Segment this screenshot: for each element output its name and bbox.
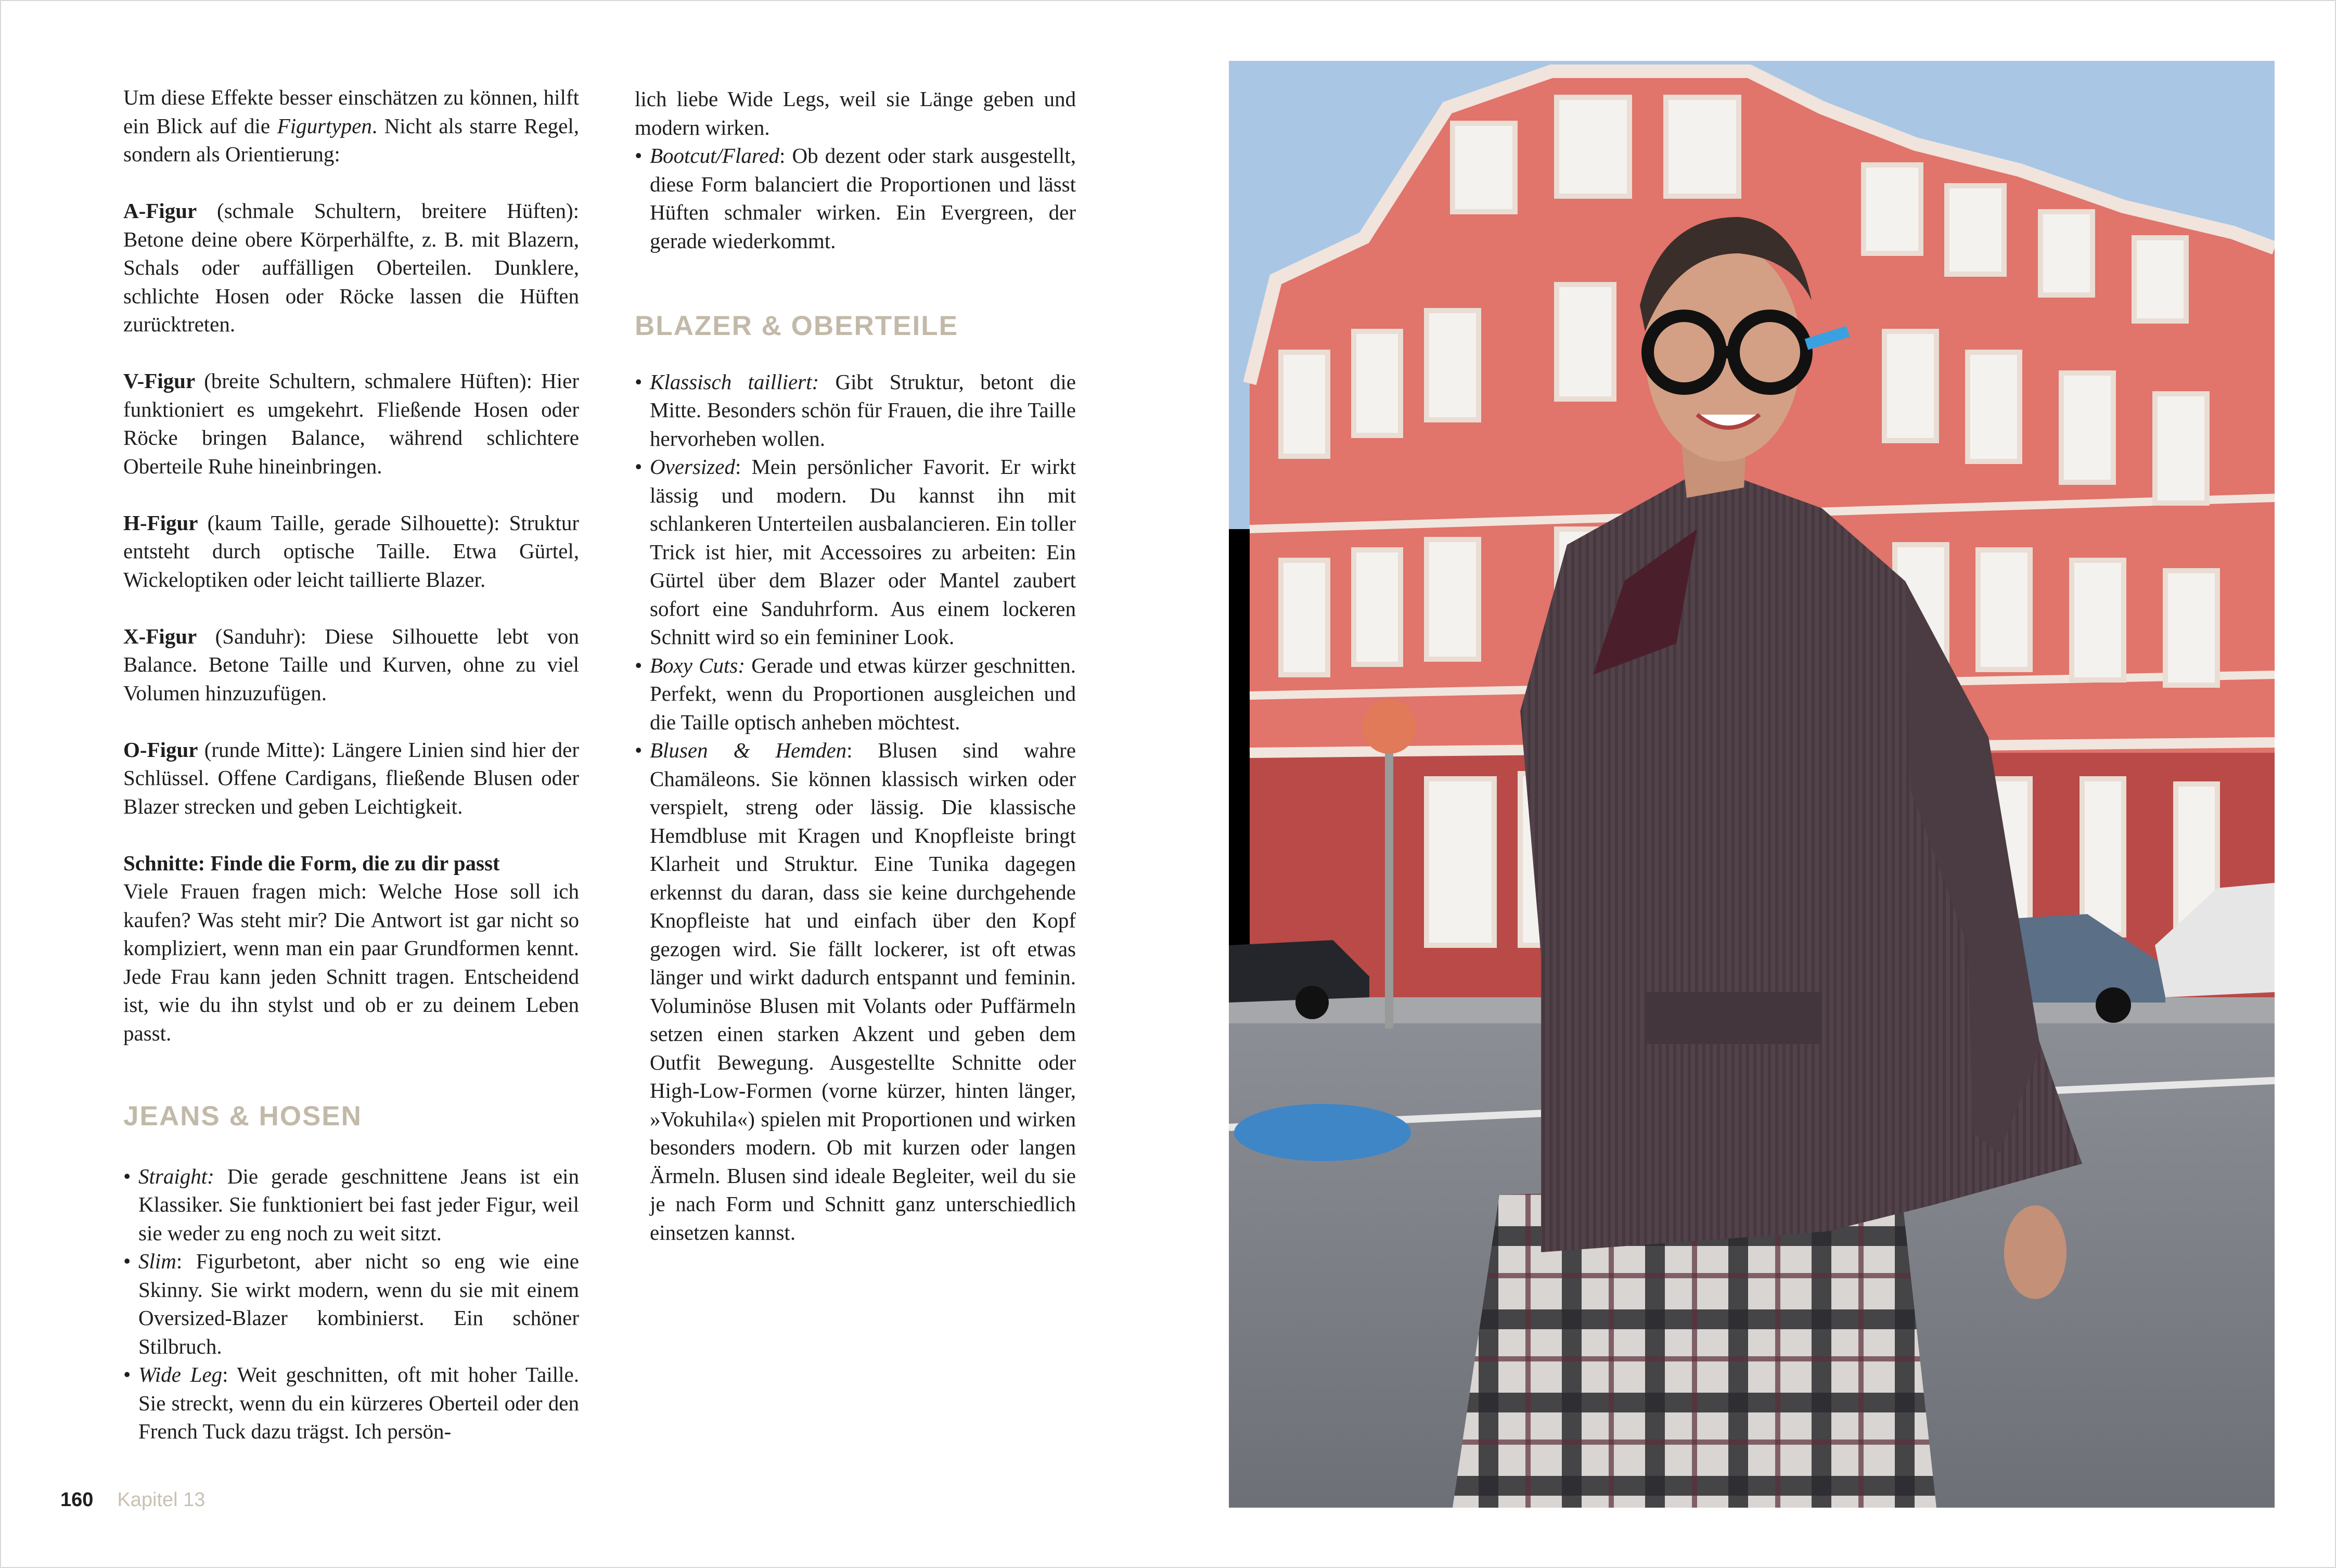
page-number: 160 (60, 1489, 94, 1511)
blazer-oberteile-heading: BLAZER & OBERTEILE (635, 311, 958, 341)
list-item-straight: • Straight: Die gerade geschnittene Jeans ist ein Klassiker. Sie funktioniert bei fast jeder Figur, weil sie weder zu eng noch zu weit sitzt. (123, 1162, 579, 1248)
list-item-boxy: • Boxy Cuts: Gerade und etwas kürzer geschnitten. Perfekt, wenn du Proportionen ausgleichen und die Taille optisch anheben möchtest. (635, 651, 1076, 737)
wide-leg-continuation: lich liebe Wide Legs, weil sie Länge geben und modern wirken. (635, 87, 1076, 139)
middle-text-column (635, 85, 1076, 1246)
x-figur-paragraph: X-Figur (Sanduhr): Diese Silhouette lebt von Balance. Betone Taille und Kurven, ohne zu viel Volumen hinzuzufügen. (123, 624, 579, 705)
jeans-list-continued (635, 142, 1076, 255)
list-item-wide-leg: • Wide Leg: Weit geschnitten, oft mit hoher Taille. Sie streckt, wenn du ein kürzeres Oberteil oder den French Tuck dazu trägst. Ich persön- (123, 1360, 579, 1446)
page-footer (60, 1489, 205, 1511)
schnitte-subheading: Schnitte: Finde die Form, die zu dir passt (123, 851, 500, 875)
street-fashion-photo (1229, 61, 2275, 1508)
blazer-list (635, 368, 1076, 1247)
h-figur-paragraph: H-Figur (kaum Taille, gerade Silhouette): Struktur entsteht durch optische Taille. Etwa Gürtel, Wickeloptiken oder leicht taillierte Blazer. (123, 510, 579, 592)
list-item-slim: • Slim: Figurbetont, aber nicht so eng wie eine Skinny. Sie wirkt modern, wenn du sie mit einem Oversized-Blazer kombinierst. Ein schöner Stilbruch. (123, 1247, 579, 1360)
list-item-blusen: • Blusen & Hemden: Blusen sind wahre Chamäleons. Sie können klassisch wirken oder verspielt, streng oder lässig. Die klassische Hemdbluse mit Kragen und Knopfleiste bringt Klarheit und Struktur. Eine Tunika dagegen erkennst du daran, dass sie keine durchgehende Knopfleiste hat und einfach über den Kopf gezogen wird. Sie fällt lockerer, ist oft etwas länger und wirkt dadurch entspannt und feminin. Voluminöse Blusen mit Volants oder Puffärmeln setzen einen starken Akzent und geben dem Outfit Bewegung. Ausgestellte Schnitte oder High-Low-Formen (vorne kürzer, hinten länger, »Vokuhila«) spielen mit Proportionen und wirken besonders modern. Ob mit kurzen oder langen Ärmeln. Blusen sind ideale Begleiter, weil du sie je nach Form und Schnitt ganz unterschiedlich einsetzen kannst. (635, 736, 1076, 1246)
o-figur-paragraph: O-Figur (runde Mitte): Längere Linien sind hier der Schlüssel. Offene Cardigans, fließende Blusen oder Blazer strecken und geben Leichtigkeit. (123, 737, 579, 818)
jeans-hosen-heading: JEANS & HOSEN (123, 1101, 362, 1132)
list-item-oversized: • Oversized: Mein persönlicher Favorit. Er wirkt lässig und modern. Du kannst ihn mit schlankeren Unterteilen ausbalancieren. Ein toller Trick ist hier, mit Accessoires zu arbeiten: Ein Gürtel über dem Blazer oder Mantel zaubert sofort eine Sanduhrform. Aus einem lockeren Schnitt wird so ein femininer Look. (635, 453, 1076, 651)
v-figur-paragraph: V-Figur (breite Schultern, schmalere Hüften): Hier funktioniert es umgekehrt. Fließende Hosen oder Röcke bringen Balance, während schlichtere Oberteile Ruhe hineinbringen. (123, 369, 579, 478)
jeans-list (123, 1162, 579, 1446)
list-item-klassisch: • Klassisch tailliert: Gibt Struktur, betont die Mitte. Besonders schön für Frauen, die ihre Taille hervorheben wollen. (635, 368, 1076, 453)
chapter-label: Kapitel 13 (117, 1489, 206, 1511)
bike-lane-marking (1234, 1104, 1411, 1161)
intro-paragraph: Um diese Effekte besser einschätzen zu können, hilft ein Blick auf die Figurtypen. Nicht als starre Regel, sondern als Orientierung: (123, 85, 579, 166)
left-text-column (123, 83, 579, 1446)
schnitte-paragraph: Viele Frauen fragen mich: Welche Hose soll ich kaufen? Was steht mir? Die Antwort ist gar nicht so kompliziert, wenn man ein paar Grundformen kennt. Jede Frau kann jeden Schnitt tragen. Entscheidend ist, wie du ihn stylst und ob er zu deinem Leben passt. (123, 879, 579, 1045)
a-figur-paragraph: A-Figur (schmale Schultern, breitere Hüften): Betone deine obere Körperhälfte, z. B. mit Blazern, Schals oder auffälligen Oberteilen. Dunklere, schlichte Hosen oder Röcke lassen die Hüften zurücktreten. (123, 199, 579, 336)
list-item-bootcut: • Bootcut/Flared: Ob dezent oder stark ausgestellt, diese Form balanciert die Proportionen und lässt Hüften schmaler wirken. Ein Evergreen, der gerade wiederkommt. (635, 142, 1076, 255)
